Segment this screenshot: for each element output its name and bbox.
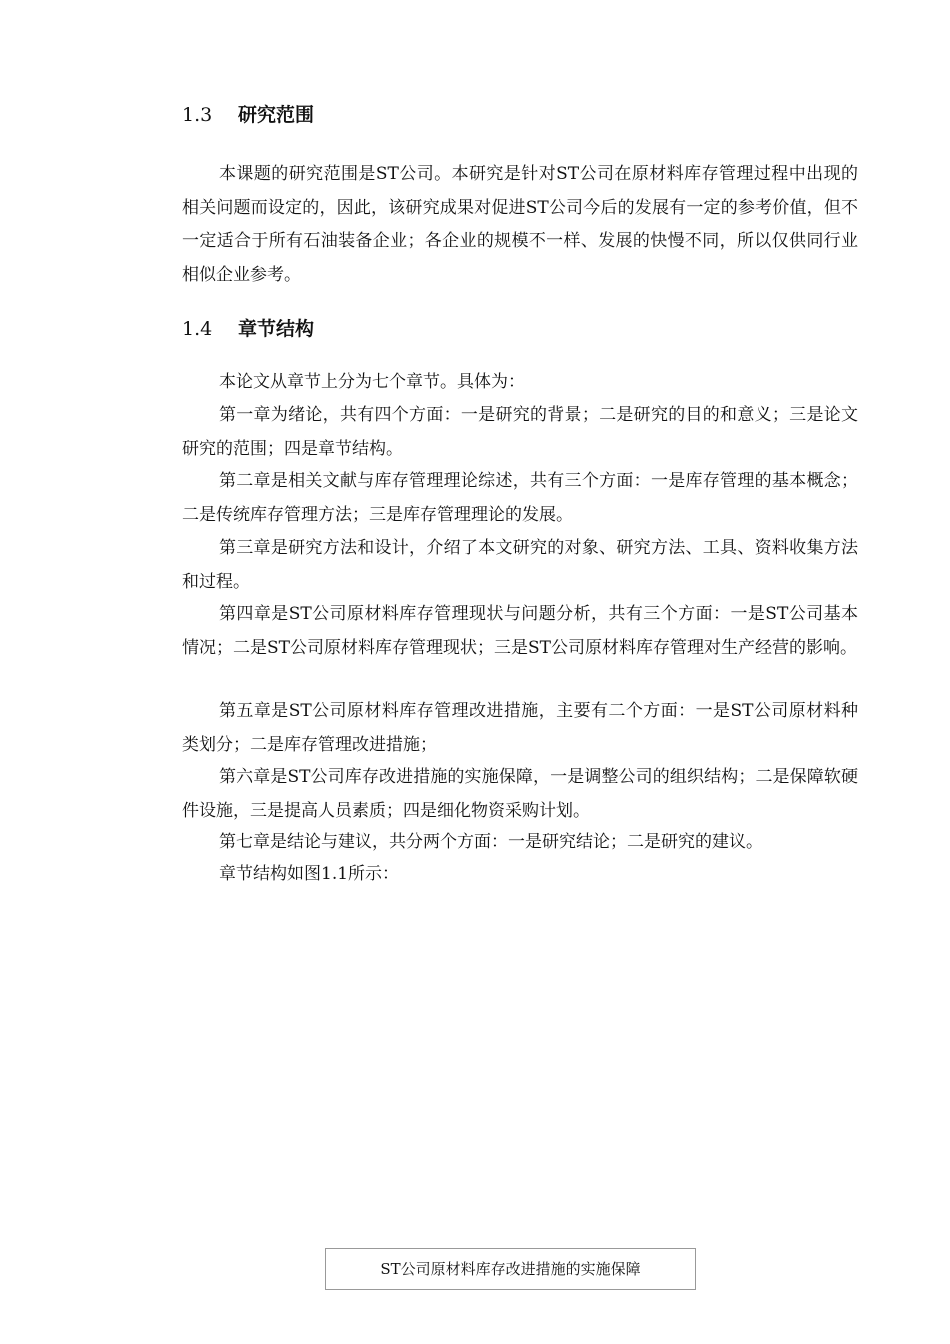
diagram-box: ST公司原材料库存改进措施的实施保障	[325, 1248, 696, 1290]
paragraph: 第五章是ST公司原材料库存管理改进措施，主要有二个方面：一是ST公司原材料种类划分；二是库存管理改进措施；	[182, 701, 858, 755]
section-heading-1-3	[182, 102, 314, 128]
paragraph: 第三章是研究方法和设计，介绍了本文研究的对象、研究方法、工具、资料收集方法和过程。	[182, 538, 858, 592]
paragraph: 本论文从章节上分为七个章节。具体为：	[219, 372, 525, 392]
paragraph: 本课题的研究范围是ST公司。本研究是针对ST公司在原材料库存管理过程中出现的相关问题而设定的，因此，该研究成果对促进ST公司今后的发展有一定的参考价值，但不一定适合于所有石油装备企业；各企业的规模不一样、发展的快慢不同，所以仅供同行业相似企业参考。	[182, 164, 858, 285]
paragraph: 第四章是ST公司原材料库存管理现状与问题分析，共有三个方面：一是ST公司基本情况；二是ST公司原材料库存管理现状；三是ST公司原材料库存管理对生产经营的影响。	[182, 604, 858, 658]
paragraph: 章节结构如图1.1所示：	[219, 864, 400, 884]
section-title: 研究范围	[238, 104, 315, 126]
paragraph: 第六章是ST公司库存改进措施的实施保障，一是调整公司的组织结构；二是保障软硬件设施，三是提高人员素质；四是细化物资采购计划。	[182, 767, 858, 821]
section-heading-1-4	[182, 316, 314, 342]
paragraph: 第二章是相关文献与库存管理理论综述，共有三个方面：一是库存管理的基本概念；二是传统库存管理方法；三是库存管理理论的发展。	[182, 471, 858, 525]
section-number: 1.4	[182, 318, 213, 340]
paragraph: 第七章是结论与建议，共分两个方面：一是研究结论；二是研究的建议。	[219, 832, 763, 852]
paragraph: 第一章为绪论，共有四个方面：一是研究的背景；二是研究的目的和意义；三是论文研究的范围；四是章节结构。	[182, 405, 858, 459]
section-title: 章节结构	[238, 318, 315, 340]
section-number: 1.3	[182, 104, 213, 126]
